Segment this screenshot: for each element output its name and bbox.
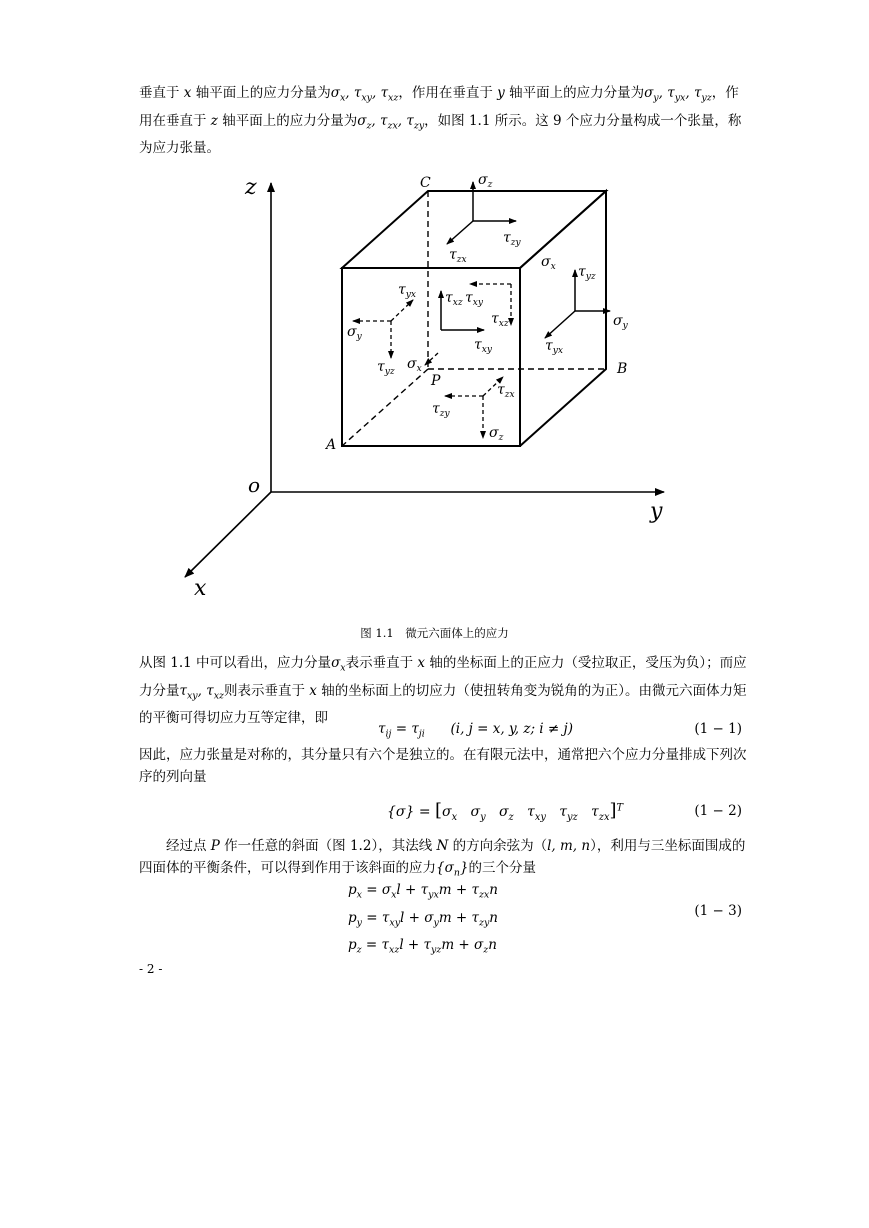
label-back-tau-yz: $\tau_{yz}$	[377, 359, 395, 377]
stress-cube-figure	[170, 165, 690, 605]
explanation-paragraph: 从图 1.1 中可以看出，应力分量$\sigma_x$表示垂直于 x 轴的坐标面上的正应力（受拉取正，受压为负）；而应力分量$\tau_{xy}$, $\tau_{xz}$则表示垂直于 x 轴的坐标面上的切应力（使扭转角变为锐角的为正）。由微元六面体力矩的平衡可得切应力互等定律，即	[139, 655, 747, 727]
tau-xy-xz-symbol: $\tau_{xy}$, $\tau_{xz}$	[179, 682, 224, 702]
label-front-tau-xy-2: $\tau_{xy}$	[474, 337, 492, 355]
label-top-tau-zx: $\tau_{zx}$	[449, 247, 467, 265]
var-y: y	[497, 85, 505, 101]
var-z: z	[210, 112, 218, 129]
point-P-label: P	[431, 373, 441, 389]
stress-components-x: $\sigma_x$, $\tau_{xy}$, $\tau_{xz}$	[330, 85, 399, 104]
label-right-sigma-x: $\sigma_x$	[541, 254, 556, 272]
point-A-label: A	[326, 437, 337, 453]
point-B-label: B	[617, 361, 628, 377]
symmetry-paragraph: 因此，应力张量是对称的，其分量只有六个是独立的。在有限元法中，通常把六个应力分量排成下列次序的列向量	[139, 747, 747, 785]
figure-caption: 图 1.1 微元六面体上的应力	[360, 626, 509, 640]
axis-y-label: y	[650, 499, 663, 524]
equation-1-3-pz: $p_z = \tau_{xz}l + \tau_{yz}m + \sigma_zn$	[348, 937, 497, 957]
label-bottom-sigma-z: $\sigma_z$	[489, 425, 504, 443]
equation-1-1: $\tau_{ij} = \tau_{ji}$ (i, j = x, y, z; i ≠ j)	[378, 721, 573, 740]
page-number: - 2 -	[139, 962, 163, 976]
label-front-tau-xz: $\tau_{xz}$	[445, 290, 463, 308]
label-bottom-tau-zy: $\tau_{zy}$	[432, 401, 450, 419]
equation-1-2-number: (1 − 2)	[694, 803, 742, 819]
label-back-sigma-y: $\sigma_y$	[347, 324, 362, 342]
stress-components-z: $\sigma_z$, $\tau_{zx}$, $\tau_{zy}$	[357, 112, 425, 132]
point-C-label: C	[420, 175, 431, 191]
label-bottom-tau-zx: $\tau_{zx}$	[497, 382, 515, 400]
back-tau-yx-arrow	[391, 300, 413, 321]
var-x: x	[183, 85, 192, 101]
x-axis	[185, 492, 271, 577]
equation-1-3	[348, 879, 498, 962]
axis-x-label: x	[194, 576, 207, 601]
label-hidden-tau-xz: $\tau_{xz}$	[491, 311, 509, 329]
equation-1-3-py: $p_y = \tau_{xy}l + \sigma_ym + \tau_{zy}n$	[348, 909, 498, 929]
origin-label: o	[248, 473, 261, 497]
equation-1-2: $\{\sigma\} = [\sigma_x$ $\sigma_y$ $\sigma_z$ $\tau_{xy}$ $\tau_{yz}$ $\tau_{zx}]^T$	[387, 800, 624, 823]
sigma-x-symbol: $\sigma_x$	[331, 655, 346, 674]
label-top-tau-zy: $\tau_{zy}$	[503, 230, 521, 248]
equation-1-1-number: (1 − 1)	[694, 721, 742, 737]
back-sigma-x-arrow	[425, 353, 438, 365]
label-top-sigma-z: $\sigma_z$	[478, 172, 493, 190]
label-right-sigma-y: $\sigma_y$	[613, 313, 628, 331]
label-back-sigma-x: $\sigma_x$	[407, 356, 422, 374]
axis-z-label: z	[245, 175, 257, 200]
label-back-tau-yx: $\tau_{yx}$	[398, 282, 416, 300]
top-tau-zx-arrow	[447, 221, 473, 244]
right-sigma-x-arrow	[545, 311, 575, 338]
equation-1-1-condition: (i, j = x, y, z; i ≠ j)	[450, 721, 573, 737]
label-right-tau-yx: $\tau_{yx}$	[545, 338, 563, 356]
sigma-n-symbol: $\{\sigma_n\}$	[436, 860, 469, 879]
equation-1-3-px: $p_x = \sigma_xl + \tau_{yx}m + \tau_{zx}n$	[348, 882, 498, 901]
oblique-plane-paragraph: 经过点 P 作一任意的斜面（图 1.2），其法线 N 的方向余弦为（l, m, n），利用与三坐标面围成的四面体的平衡条件，可以得到作用于该斜面的应力$\{\sigma_n\}$的三个分量	[139, 838, 746, 879]
intro-paragraph: 垂直于 x 轴平面上的应力分量为$\sigma_x$, $\tau_{xy}$, $\tau_{xz}$，作用在垂直于 y 轴平面上的应力分量为$\sigma_y$, $\tau_{yx}$, $\tau_{yz}$，作用在垂直于 z 轴平面上的应力分量为$\sigma_z$, $\tau_{zx}$, $\tau_{zy}$，如图 1.1 所示。这 9 个应力分量构成一个张量，称为应力张量。	[139, 85, 742, 157]
label-front-tau-xy: $\tau_{xy}$	[465, 290, 483, 308]
stress-components-y: $\sigma_y$, $\tau_{yx}$, $\tau_{yz}$	[644, 85, 712, 104]
equation-1-3-number: (1 − 3)	[694, 903, 742, 919]
label-right-tau-yz: $\tau_{yz}$	[578, 264, 596, 282]
